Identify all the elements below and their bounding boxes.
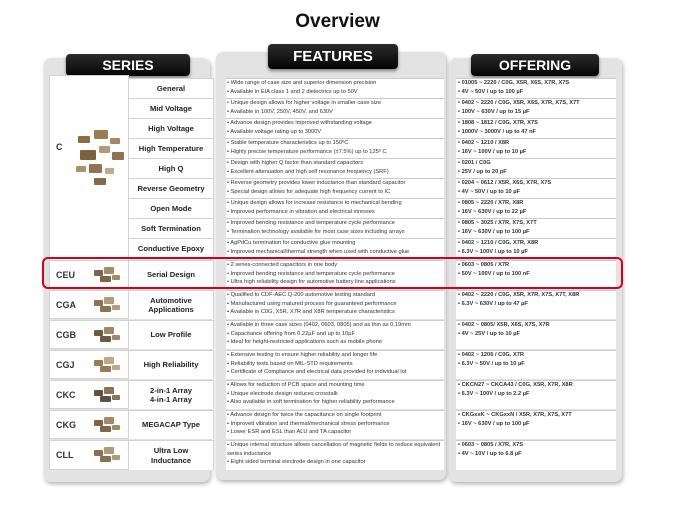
series-label: Low Profile: [129, 320, 214, 349]
feature-bullet: • Available in 100V, 250V, 450V, and 630V: [227, 108, 333, 115]
offering-cell: [456, 440, 616, 470]
capacitor-image: [92, 326, 122, 345]
feature-bullet: • Certificate of Compliance and electrical data provided for individual lot: [227, 369, 407, 376]
capacitor-image: [92, 296, 122, 315]
feature-cell: [226, 440, 444, 470]
offering-line: • CKCN27 ~ CKCA43 / C0G, X5R, X7R, X8R: [458, 382, 573, 388]
series-label-line: 4-in-1 Array: [150, 395, 192, 404]
feature-bullet: • Ultra high reliability design for automotive battery line applications: [227, 279, 396, 286]
feature-bullet: • Unique design allows for higher voltage in smaller case size: [227, 100, 382, 106]
offering-line: • 01005 ~ 2220 / C0G, X5R, X6S, X7R, X7S: [458, 80, 570, 86]
feature-bullet: • Highly precise temperature performance (±7.5%) up to 125º C: [227, 148, 387, 155]
features-header: FEATURES: [268, 44, 398, 69]
offering-line: • 4V ~ 10V / up to 6.8 µF: [458, 450, 522, 457]
feature-bullet: • Improved bending resistance and temperature cycle performance: [227, 220, 395, 226]
c-series-capacitor-image: [74, 126, 128, 188]
feature-bullet: • Design with higher Q factor than standard capacitors: [227, 160, 364, 166]
feature-bullet: • Available in EIA class 1 and 2 dielectrics up to 50V: [227, 88, 358, 95]
series-label: [129, 380, 214, 409]
feature-bullet: • Also available in soft termination for higher reliability performance: [227, 399, 395, 406]
offering-line: • 16V ~ 630V / up to 100 µF: [458, 420, 530, 427]
feature-cell: [226, 290, 444, 319]
feature-cell: [226, 158, 444, 178]
offering-line: • 0402 ~ 1210 / X8R: [458, 140, 510, 146]
offering-cell: [456, 218, 616, 238]
offering-cell: [456, 198, 616, 218]
offering-line: • 1000V ~ 3000V / up to 47 nF: [458, 128, 537, 135]
offering-cell: [456, 118, 616, 138]
offering-line: • 4V ~ 25V / up to 10 µF: [458, 330, 521, 337]
offering-line: • 6.3V ~ 630V / up to 47 µF: [458, 300, 528, 307]
offering-line: • 100V ~ 630V / up to 15 µF: [458, 108, 530, 115]
feature-bullet: • Improved vibration and thermal/mechanical stress performance: [227, 420, 390, 427]
feature-cell: [226, 138, 444, 158]
offering-line: • 0402 ~ 2220 / C0G, X5R, X6S, X7R, X7S, X7T: [458, 100, 580, 106]
offering-line: • 6.3V ~ 100V / up to 10 µF: [458, 248, 528, 255]
feature-cell: [226, 380, 444, 409]
offering-line: • 6.3V ~ 50V / up to 10 µF: [458, 360, 525, 367]
series-label: MEGACAP Type: [129, 410, 214, 439]
series-name: CGA: [56, 299, 76, 310]
c-subseries-label: Mid Voltage: [129, 98, 214, 118]
offering-cell: [456, 178, 616, 198]
feature-bullet: • Lower ESR and ESL than ALU and TA capacitor: [227, 429, 352, 436]
feature-cell: [226, 320, 444, 349]
capacitor-image: [92, 356, 122, 375]
feature-bullet: • Improved mechanical/thermal strength when used with conductive glue: [227, 248, 410, 255]
series-name: CKG: [56, 419, 76, 430]
offering-line: • 0204 ~ 0612 / X5R, X6S, X7R, X7S: [458, 180, 552, 186]
c-subseries-label: High Q: [129, 158, 214, 178]
feature-bullet: • Unique design allows for increase resistance to mechanical bending: [227, 200, 402, 206]
feature-bullet: • Available in C0G, X5R, X7R and X8R temperature characteristics: [227, 309, 395, 316]
series-name: CKC: [56, 389, 76, 400]
feature-bullet: • Extensive testing to ensure higher reliability and longer life: [227, 352, 378, 358]
series-name: CGB: [56, 329, 76, 340]
feature-bullet: • Advance design provides improved withstanding voltage: [227, 120, 372, 126]
capacitor-image: [92, 386, 122, 405]
capacitor-image: [92, 416, 122, 435]
feature-bullet: • Excellent attenuation and high self resonance frequency (SRF): [227, 168, 389, 175]
feature-bullet: • Unique electrode design reduces crosstalk: [227, 390, 338, 397]
offering-cell: [456, 138, 616, 158]
c-subseries-label: General: [129, 78, 214, 98]
offering-line: • 25V / up to 20 pF: [458, 168, 507, 175]
feature-bullet: • Unique internal structure allows cancellation of magnetic fields to reduce equivalent series inductance: [227, 442, 441, 457]
c-subseries-label: High Temperature: [129, 138, 214, 158]
feature-cell: [226, 118, 444, 138]
offering-cell: [456, 320, 616, 349]
series-name: CGJ: [56, 359, 75, 370]
feature-bullet: • Capacitance offering from 0.22µF and up to 10µF: [227, 330, 355, 337]
feature-bullet: • AgPdCu termination for conductive glue mounting: [227, 240, 356, 246]
feature-bullet: • Termination technology available for most case sizes including arrays: [227, 228, 405, 235]
offering-line: • 6.3V ~ 100V / up to 2.2 µF: [458, 390, 530, 397]
offering-line: • 0402 ~ 1210 / C0G, X7R, X8R: [458, 240, 539, 246]
feature-bullet: • Eight sided terminal electrode design in one capacitor: [227, 459, 366, 466]
feature-bullet: • Qualified to CDF-AEC Q-200 automotive testing standard: [227, 292, 376, 298]
offering-cell: [456, 238, 616, 258]
feature-cell: [226, 350, 444, 379]
feature-bullet: • Special design allows for adequate high frequency current to IC: [227, 188, 391, 195]
feature-bullet: • Ideal for height-restricted applications such as mobile phone: [227, 339, 383, 346]
offering-line: • 0402 ~ 1206 / C0G, X7R: [458, 352, 525, 358]
offering-line: • 16V ~ 630V / up to 100 µF: [458, 228, 530, 235]
offering-cell: [456, 78, 616, 98]
series-name: CEU: [56, 269, 76, 280]
series-label: Serial Design: [129, 260, 214, 289]
offering-cell: [456, 350, 616, 379]
page-title: Overview: [295, 11, 380, 32]
feature-bullet: • Stable temperature characteristics up to 150ºC: [227, 140, 349, 146]
offering-line: • 16V ~ 630V / up to 22 µF: [458, 208, 527, 215]
offering-cell: [456, 98, 616, 118]
offering-line: • 0402 ~ 0805/ X5R, X6S, X7S, X7R: [458, 322, 550, 328]
offering-line: • 0603 ~ 0805 / X7R, X7S: [458, 442, 524, 448]
offering-line: • 50V ~ 100V / up to 100 nF: [458, 270, 530, 277]
series-header: SERIES: [66, 54, 190, 76]
series-name-c: C: [56, 142, 63, 152]
feature-bullet: • 2 series-connected capacitors in one body: [227, 262, 338, 268]
c-subseries-label: Soft Termination: [129, 218, 214, 238]
series-label: High Reliability: [129, 350, 214, 379]
offering-line: • 4V ~ 50V / up to 100 µF: [458, 88, 524, 95]
offering-line: • 4V ~ 50V / up to 10 µF: [458, 188, 521, 195]
ceu-highlight-frame: [42, 257, 623, 289]
capacitor-image: [92, 446, 122, 466]
feature-bullet: • Improved bending resistance and temperature cycle performance: [227, 270, 395, 277]
series-name: CLL: [56, 450, 74, 460]
offering-header: OFFERING: [471, 54, 599, 76]
feature-cell: [226, 98, 444, 118]
offering-line: • 1808 ~ 1812 / C0G, X7R, X7S: [458, 120, 538, 126]
offering-line: • 0201 / C0G: [458, 160, 491, 166]
feature-cell: [226, 198, 444, 218]
c-subseries-label: Open Mode: [129, 198, 214, 218]
offering-cell: [456, 410, 616, 439]
offering-line: • 0402 ~ 2220 / C0G, X5R, X7R, X7S, X7T, X8R: [458, 292, 580, 298]
feature-cell: [226, 178, 444, 198]
series-label-line: Inductance: [150, 455, 192, 465]
feature-bullet: • Reverse geometry provides lower inductance than standard capacitor: [227, 180, 406, 186]
feature-bullet: • Manufactured using matured process for guaranteed performance: [227, 300, 397, 307]
series-label-line: Ultra Low: [153, 446, 189, 456]
offering-line: • 0805 ~ 2220 / X7R, X8R: [458, 200, 524, 206]
series-label: [129, 440, 214, 470]
offering-line: • CKGxxK ~ CKGxxN / X5R, X7R, X7S, X7T: [458, 412, 572, 418]
offering-line: • 0805 ~ 3025 / X7R, X7S, X7T: [458, 220, 537, 226]
offering-line: • 16V ~ 100V / up to 10 µF: [458, 148, 527, 155]
feature-bullet: • Wide range of case size and superior dimension precision: [227, 80, 377, 86]
c-subseries-label: High Voltage: [129, 118, 214, 138]
feature-bullet: • Improved performance in vibration and electrical stresses: [227, 208, 375, 215]
series-label: Automotive Applications: [129, 290, 214, 319]
feature-bullet: • Allows for reduction of PCB space and mounting time: [227, 382, 365, 388]
feature-cell: [226, 238, 444, 258]
feature-bullet: • Available voltage rating up to 3000V: [227, 128, 322, 135]
feature-cell: [226, 410, 444, 439]
feature-bullet: • Reliability tests based on MIL-STD requirements: [227, 360, 353, 367]
offering-cell: [456, 290, 616, 319]
offering-cell: [456, 380, 616, 409]
feature-cell: [226, 218, 444, 238]
series-label-line: 2-in-1 Array: [150, 385, 192, 395]
offering-line: • 0603 ~ 0805 / X7R: [458, 262, 510, 268]
feature-cell: [226, 78, 444, 98]
c-subseries-label: Reverse Geometry: [129, 178, 214, 198]
offering-cell: [456, 158, 616, 178]
c-subseries-label: Conductive Epoxy: [129, 238, 214, 258]
feature-bullet: • Available in three case sizes (0402, 0603, 0805) and as thin as 0.19mm: [227, 322, 411, 328]
feature-bullet: • Advance design for twice the capacitance on single footprint: [227, 412, 382, 418]
